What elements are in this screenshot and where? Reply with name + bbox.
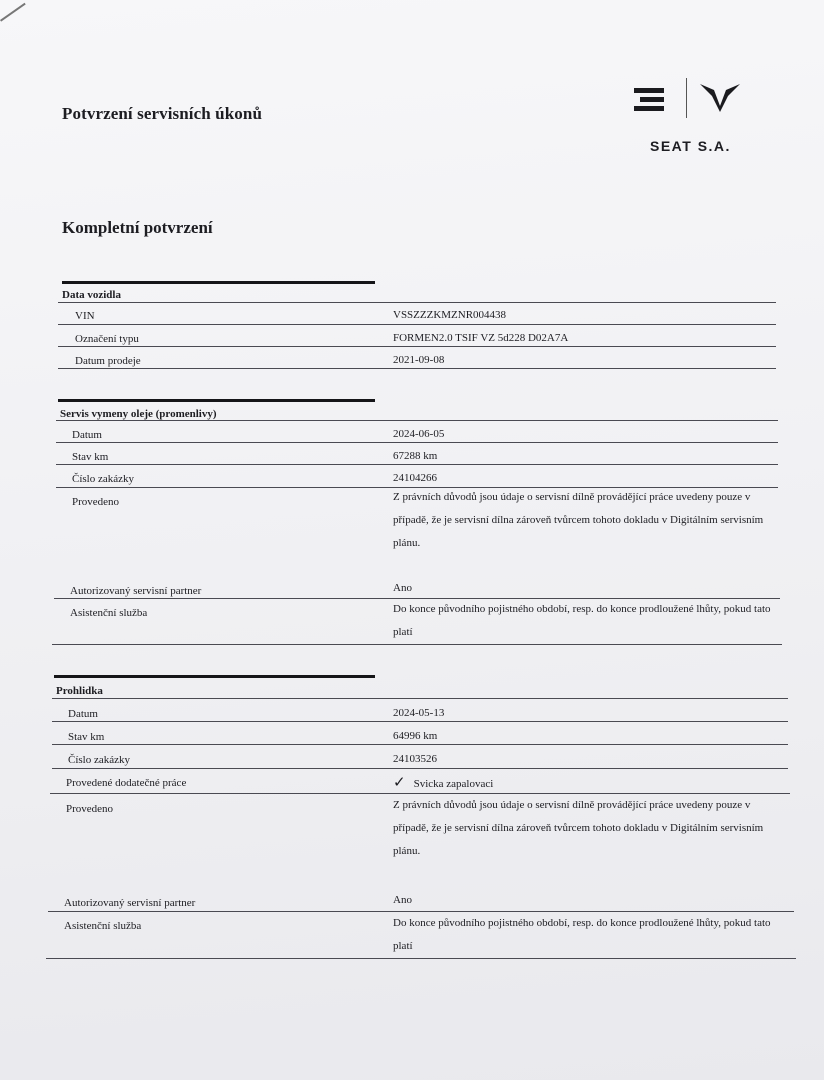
oil-km-value: 67288 km <box>393 450 438 462</box>
inspection-order-label: Číslo zakázky <box>68 754 131 766</box>
oil-assistance-value: Do konce původního pojistného období, resp. do konce prodloužené lhůty, pokud tato platí <box>393 603 771 638</box>
oil-date-label: Datum <box>72 429 102 441</box>
cupra-logo-icon <box>698 82 742 114</box>
oil-partner-label: Autorizovaný servisní partner <box>70 585 202 597</box>
document-subtitle: Kompletní potvrzení <box>62 218 213 237</box>
inspection-partner-label: Autorizovaný servisní partner <box>64 897 196 909</box>
row-line <box>58 324 776 325</box>
row-line <box>52 721 788 722</box>
section-heading-oil-service: Servis vymeny oleje (promenlivy) <box>60 408 217 420</box>
inspection-extra-text: Svicka zapalovaci <box>413 778 494 790</box>
inspection-assistance-label: Asistenční služba <box>64 920 142 932</box>
row-line <box>56 442 778 443</box>
section-heading-vehicle: Data vozidla <box>62 289 121 301</box>
inspection-order-value: 24103526 <box>393 753 437 765</box>
section-divider-inspection <box>54 675 375 678</box>
sale-date-label: Datum prodeje <box>75 355 141 367</box>
row-line <box>52 768 788 769</box>
brand-logo <box>630 76 750 160</box>
inspection-km-value: 64996 km <box>393 730 438 742</box>
oil-partner-value: Ano <box>393 582 412 594</box>
seat-logo-icon <box>634 88 666 112</box>
oil-done-label: Provedeno <box>72 496 120 508</box>
row-line <box>58 368 776 369</box>
row-line <box>52 744 788 745</box>
inspection-done-value: Z právních důvodů jsou údaje o servisní dílně provádějící práce uvedeny pouze v případě, že je servisní dílna zároveň tvůrcem tohoto dokladu v Digitálním servisním plánu. <box>393 799 764 857</box>
type-label: Označení typu <box>75 333 139 345</box>
row-line <box>56 420 778 421</box>
oil-assistance-label: Asistenční služba <box>70 607 148 619</box>
row-line <box>58 302 776 303</box>
row-line <box>58 346 776 347</box>
vin-value: VSSZZZKMZNR004438 <box>393 309 507 321</box>
oil-order-label: Číslo zakázky <box>72 473 135 485</box>
section-divider-vehicle <box>62 281 375 284</box>
oil-date-value: 2024-06-05 <box>393 428 445 440</box>
brand-name: SEAT S.A. <box>650 138 731 154</box>
oil-done-value: Z právních důvodů jsou údaje o servisní dílně provádějící práce uvedeny pouze v případě, že je servisní dílna zároveň tvůrcem tohoto dokladu v Digitálním servisním plánu. <box>393 491 764 549</box>
inspection-date-label: Datum <box>68 708 98 720</box>
row-line <box>52 698 788 699</box>
oil-km-label: Stav km <box>72 451 109 463</box>
inspection-date-value: 2024-05-13 <box>393 707 445 719</box>
inspection-extra-label: Provedené dodatečné práce <box>66 777 187 789</box>
sale-date-value: 2021-09-08 <box>393 354 445 366</box>
logo-divider <box>686 78 687 118</box>
inspection-partner-value: Ano <box>393 894 412 906</box>
row-line <box>46 958 796 959</box>
document-title: Potvrzení servisních úkonů <box>62 104 263 123</box>
row-line <box>52 644 782 645</box>
vin-label: VIN <box>75 310 95 322</box>
paper-mark <box>0 3 26 22</box>
section-divider-oil-service <box>58 399 375 402</box>
inspection-done-label: Provedeno <box>66 803 114 815</box>
row-line <box>56 464 778 465</box>
inspection-assistance-value: Do konce původního pojistného období, resp. do konce prodloužené lhůty, pokud tato platí <box>393 917 771 952</box>
inspection-km-label: Stav km <box>68 731 105 743</box>
oil-order-value: 24104266 <box>393 472 437 484</box>
checkmark-icon: ✓ <box>393 773 406 791</box>
type-value: FORMEN2.0 TSIF VZ 5d228 D02A7A <box>393 332 569 344</box>
section-heading-inspection: Prohlidka <box>56 685 103 697</box>
